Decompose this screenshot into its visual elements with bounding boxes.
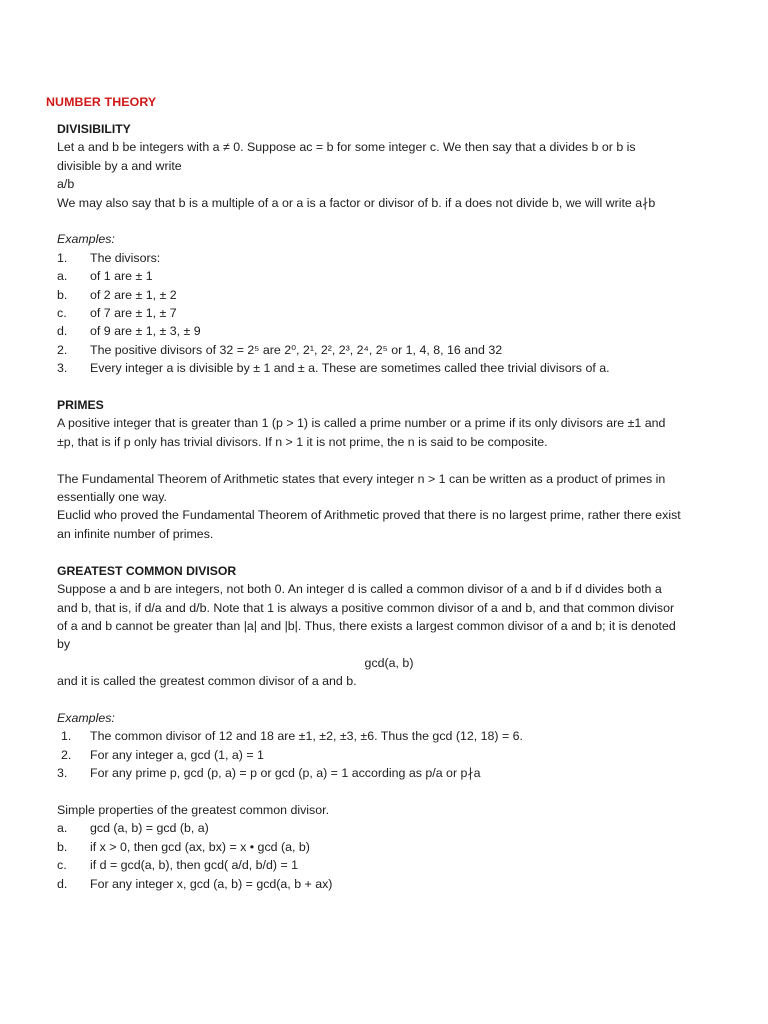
gcd-properties-list — [57, 819, 681, 893]
divisibility-multiple-paragraph: We may also say that b is a multiple of a or a is a factor or divisor of b. if a does not divide b, we will write a∤b — [57, 195, 656, 210]
section-divisibility — [57, 120, 681, 378]
section-heading-divisibility: DIVISIBILITY — [57, 122, 131, 136]
examples-label: Examples: — [57, 710, 115, 725]
divisibility-definition: Let a and b be integers with a ≠ 0. Suppose ac = b for some integer c. We then say that a divides b or b is divisible by a and write — [57, 140, 636, 173]
list-item: 1. The divisors: — [57, 250, 161, 265]
list-item: b. of 2 are ± 1, ± 2 — [57, 287, 177, 302]
list-item: b. if x > 0, then gcd (ax, bx) = x • gcd (a, b) — [57, 839, 310, 854]
list-item: c. of 7 are ± 1, ± 7 — [57, 306, 177, 321]
gcd-properties-intro: Simple properties of the greatest common divisor. — [57, 802, 330, 817]
list-item: a. gcd (a, b) = gcd (b, a) — [57, 821, 209, 836]
document-title: NUMBER THEORY — [46, 95, 157, 109]
gcd-naming-paragraph: and it is called the greatest common divisor of a and b. — [57, 674, 357, 689]
section-heading-primes: PRIMES — [57, 398, 104, 413]
divisibility-examples-list — [57, 249, 681, 378]
fundamental-theorem-paragraph: The Fundamental Theorem of Arithmetic states that every integer n > 1 can be written as a product of primes in essentially one way. — [57, 471, 666, 505]
gcd-examples-list-continued — [57, 764, 681, 782]
list-item: 1. The common divisor of 12 and 18 are ±1, ±2, ±3, ±6. Thus the gcd (12, 18) = 6. — [61, 729, 524, 744]
list-item: 3. For any prime p, gcd (p, a) = p or gcd (p, a) = 1 according as p/a or p∤a — [57, 766, 481, 781]
section-gcd — [57, 562, 681, 893]
list-item: d. For any integer x, gcd (a, b) = gcd(a, b + ax) — [57, 876, 333, 891]
euclid-paragraph: Euclid who proved the Fundamental Theorem of Arithmetic proved that there is no largest prime, rather there exist an infinite number of primes. — [57, 508, 681, 541]
gcd-definition: Suppose a and b are integers, not both 0. An integer d is called a common divisor of a and b if d divides both a and b, that is, if d/a and d/b. Note that 1 is always a positive common divisor of a and b, and that common divisor of a and b cannot be greater than |a| and |b|. Thus, there exists a largest common divisor of a and b; it is denoted by — [57, 582, 676, 652]
list-item: d. of 9 are ± 1, ± 3, ± 9 — [57, 324, 201, 339]
section-primes — [57, 396, 681, 543]
list-item: a. of 1 are ± 1 — [57, 269, 153, 284]
primes-definition: A positive integer that is greater than 1 (p > 1) is called a prime number or a prime if its only divisors are ±1 and ±p, that is if p only has trivial divisors. If n > 1 it is not prime, the n is said to be composite. — [57, 416, 666, 449]
gcd-formula: gcd(a, b) — [364, 655, 414, 670]
list-item: 2. The positive divisors of 32 = 2⁵ are 2⁰, 2¹, 2², 2³, 2⁴, 2⁵ or 1, 4, 8, 16 and 32 — [57, 342, 503, 357]
list-item: 2. For any integer a, gcd (1, a) = 1 — [61, 747, 264, 762]
document-body — [57, 120, 681, 893]
examples-label: Examples: — [57, 232, 115, 247]
list-item: c. if d = gcd(a, b), then gcd( a/d, b/d) = 1 — [57, 858, 299, 873]
gcd-examples-list — [57, 727, 681, 764]
section-heading-gcd: GREATEST COMMON DIVISOR — [57, 563, 237, 578]
list-item: 3. Every integer a is divisible by ± 1 and ± a. These are sometimes called thee trivial divisors of a. — [57, 361, 610, 376]
divisibility-notation: a/b — [57, 177, 75, 192]
